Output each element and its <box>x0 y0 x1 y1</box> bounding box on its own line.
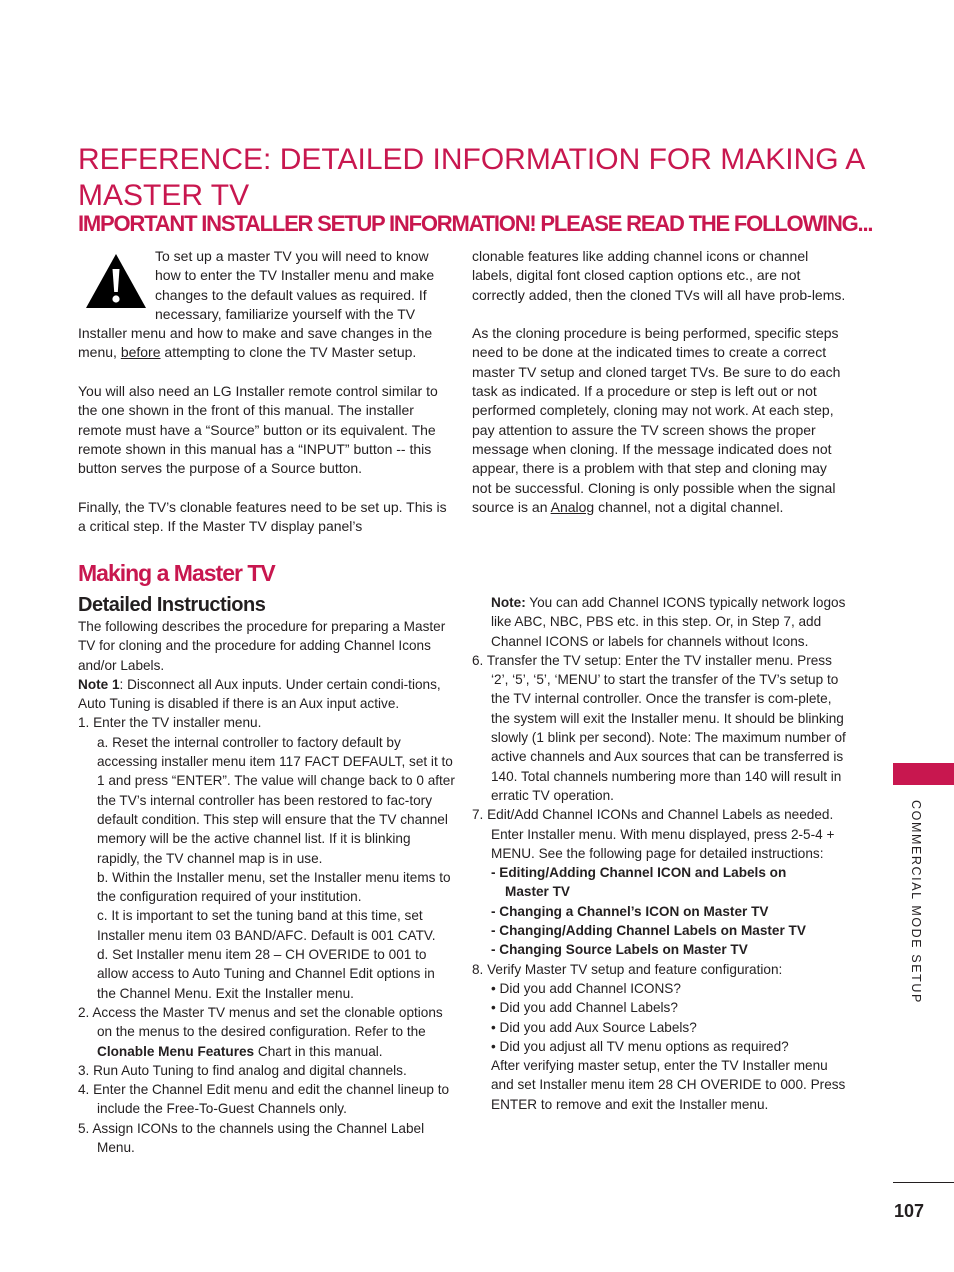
note-channel-icons: Note: You can add Channel ICONS typically network logos like ABC, NBC, PBS etc. in this step. Or, in Step 7, add Channel ICONS or labels for channels without Icons. <box>491 595 846 649</box>
step-8: 8. Verify Master TV setup and feature configuration: <box>472 961 783 977</box>
step-1c: c. It is important to set the tuning band at this time, set Installer menu item 03 BAND/AFC. Default is 001 CATV. <box>97 908 436 943</box>
final-instruction: After verifying master setup, enter the TV Installer menu and set Installer menu item 28 CH OVERIDE to 000. Press ENTER to remove and exit the Installer menu. <box>491 1058 846 1112</box>
step-1: 1. Enter the TV installer menu. <box>78 715 262 731</box>
step-7-item-4: - Changing Source Labels on Master TV <box>491 942 748 958</box>
intro-right-paragraph-2: As the cloning procedure is being performed, specific steps need to be done at the indicated times to create a correct master TV setup and cloned target TVs. Be sure to do each task as indicated. If a procedure or step is left out or not performed completely, cloning may not work. At each step, pay attention to assure the TV screen shows the proper message when cloning. If the message indicated does not appear, there is a problem with that step and cloning may not be successful. Cloning is only possible when the signal source is an Analog channel, not a digital channel. <box>472 325 841 515</box>
details-left-column <box>78 617 456 1157</box>
intro-paragraph-1a: To set up a master TV you will need to know how to enter the TV Installer menu and make changes to the default values as required. If necessary, familiarize yourself with the TV <box>155 248 435 322</box>
step-5: 5. Assign ICONs to the channels using the Channel Label Menu. <box>78 1120 425 1156</box>
step-4: 4. Enter the Channel Edit menu and edit the channel lineup to include the Free-To-Guest Channels only. <box>78 1082 450 1117</box>
intro-paragraph-2: You will also need an LG Installer remote control similar to the one shown in the front of this manual. The installer remote must have a “Source” button or its equivalent. The remote shown in this manual has a “INPUT” button -- this button serves the purpose of a Source button. <box>78 383 438 477</box>
intro-right-column <box>472 247 850 517</box>
step-1b: b. Within the Installer menu, set the Installer menu items to the configuration required of your institution. <box>97 869 451 905</box>
step-7-item-3: - Changing/Adding Channel Labels on Master TV <box>491 923 806 939</box>
side-section-label: COMMERCIAL MODE SETUP <box>909 800 923 1004</box>
check-1: • Did you add Channel ICONS? <box>491 980 681 996</box>
check-3: • Did you add Aux Source Labels? <box>491 1019 697 1035</box>
intro-left-column <box>78 247 456 536</box>
intro-paragraph-1b: Installer menu and how to make and save changes in the menu, before attempting to clone the TV Master setup. <box>78 325 433 361</box>
intro-right-paragraph-1: clonable features like adding channel icons or channel labels, digital font closed caption options etc., are not correctly added, then the cloned TVs will all have prob-lems. <box>472 248 846 303</box>
step-7-item-1: - Editing/Adding Channel ICON and Labels on Master TV <box>491 865 787 900</box>
page-number-rule <box>893 1182 954 1183</box>
details-right-column <box>472 593 850 1114</box>
page-subtitle: IMPORTANT INSTALLER SETUP INFORMATION! PLEASE READ THE FOLLOWING... <box>78 211 873 236</box>
step-1d: d. Set Installer menu item 28 – CH OVERIDE to 001 to allow access to Auto Tuning and Channel Edit options in the Channel Menu. Exit the Installer menu. <box>97 947 435 1001</box>
step-7: 7. Edit/Add Channel ICONs and Channel Labels as needed. Enter Installer menu. With menu displayed, press 2-5-4 + MENU. See the following page for detailed instructions: <box>472 807 835 861</box>
intro-paragraph-3: Finally, the TV’s clonable features need to be set up. This is a critical step. If the Master TV display panel’s <box>78 498 447 535</box>
step-2: 2. Access the Master TV menus and set the clonable options on the menus to the desired configuration. Refer to the Clonable Menu Features Chart in this manual. <box>78 1004 443 1059</box>
underlined-before: before <box>120 344 161 361</box>
step-7-item-2: - Changing a Channel’s ICON on Master TV <box>491 903 769 919</box>
check-2: • Did you add Channel Labels? <box>491 1000 678 1016</box>
note-1: Note 1: Disconnect all Aux inputs. Under certain condi-tions, Auto Tuning is disabled if there is an Aux input active. <box>78 676 441 712</box>
sub-heading: Detailed Instructions <box>78 594 266 616</box>
step-1a: a. Reset the internal controller to factory default by accessing installer menu item 117 FACT DEFAULT, set it to 1 and press “ENTER”. The value will change back to 0 after the TV’s internal controller has been restored to fac-tory default condition. This step will ensure that the TV channel memory will be the active channel list. If it is blinking rapidly, the TV channel map is in use. <box>97 734 455 866</box>
page-title: REFERENCE: DETAILED INFORMATION FOR MAKING A MASTER TV <box>78 143 864 212</box>
underlined-analog: Analog <box>550 498 595 515</box>
page-number: 107 <box>894 1201 925 1221</box>
section-heading: Making a Master TV <box>78 560 275 586</box>
details-intro: The following describes the procedure for preparing a Master TV for cloning and the procedure for adding Channel Icons and/or Labels. <box>78 619 446 673</box>
step-6: 6. Transfer the TV setup: Enter the TV installer menu. Press ‘2’, ‘5’, ‘5’, ‘MENU’ to start the transfer of the TV’s setup to the TV internal controller. Once the transfer is com-plete, the system will exit the Installer menu. It should be blinking slowly (1 blink per second). Note: The maximum number of active channels and Aux sources that can be transferred is 140. Total channels numbering more than 140 will result in erratic TV operation. <box>472 652 846 803</box>
check-4: • Did you adjust all TV menu options as required? <box>491 1038 789 1054</box>
step-3: 3. Run Auto Tuning to find analog and digital channels. <box>78 1062 407 1078</box>
side-tab-marker <box>893 763 954 785</box>
